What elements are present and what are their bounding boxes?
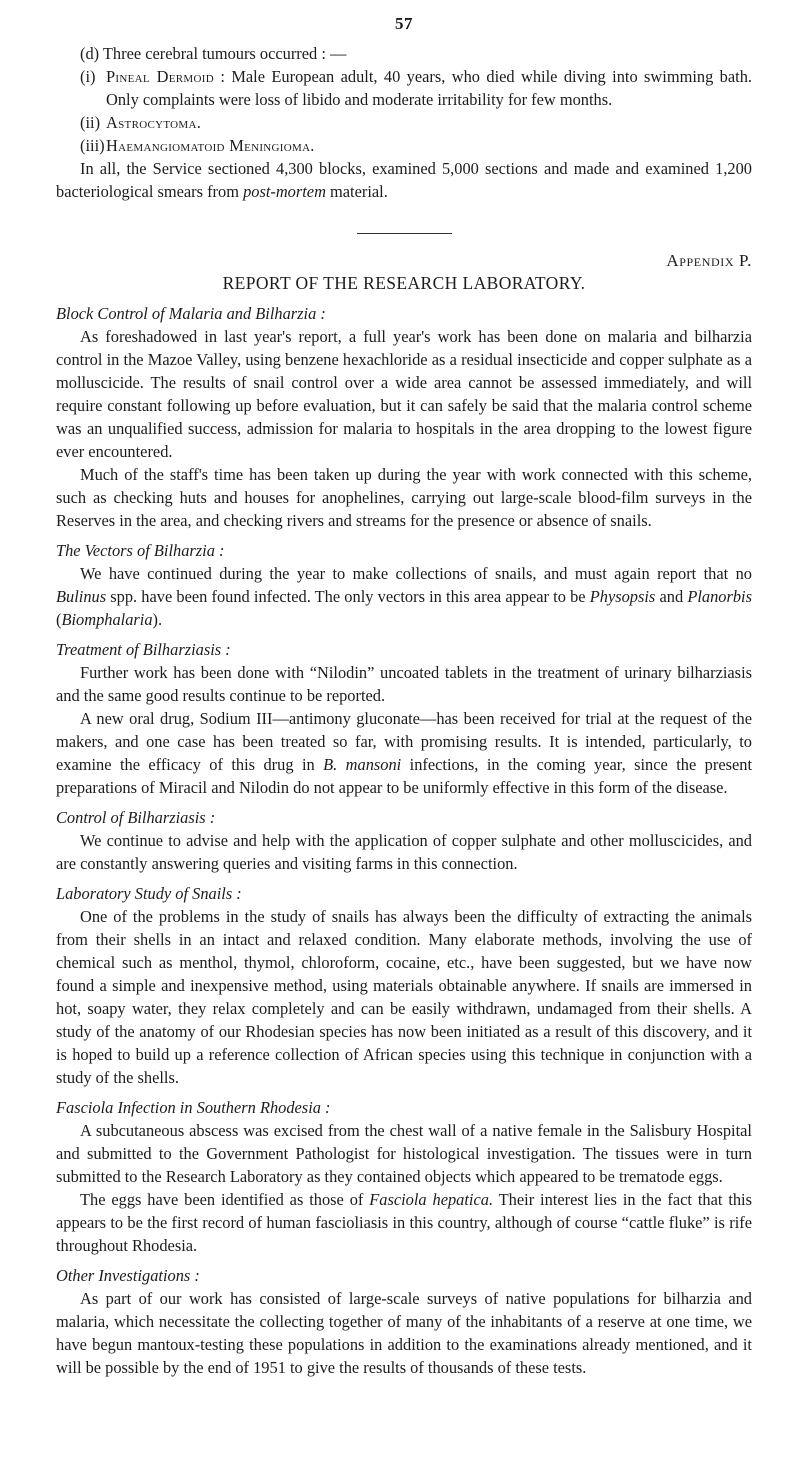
species-b-mansoni: B. mansoni <box>323 755 402 774</box>
vectors-text: ( <box>56 610 62 629</box>
tumour-item-1 <box>56 65 752 111</box>
species-planorbis: Planorbis <box>687 587 752 606</box>
heading-control: Control of Bilharziasis : <box>56 808 216 827</box>
tumour-item-body <box>106 134 752 157</box>
fasciola-paragraph-1: A subcutaneous abscess was excised from the chest wall of a native female in the Salisbury Hospital and submitted to the Government Pathologist for histological investigation. The tissues were in turn submitted to the Research Laboratory as they contained objects which appeared to be trematode eggs. <box>56 1121 752 1186</box>
tumour-item-separator: : <box>213 67 232 86</box>
tumour-item-2 <box>56 111 752 134</box>
summary-text-end: material. <box>325 182 388 201</box>
vectors-paragraph <box>56 562 752 631</box>
heading-fasciola: Fasciola Infection in Southern Rhodesia : <box>56 1098 331 1117</box>
treatment-text: infections, in the coming year, since the present preparations of Miracil and Nilodin do not appear to be uniformly effective in this form of the disease. <box>56 755 752 797</box>
vectors-text: spp. have been found infected. The only vectors in this area appear to be <box>106 587 590 606</box>
page-number: 57 <box>395 14 413 33</box>
service-summary-paragraph <box>56 157 752 203</box>
report-title: REPORT OF THE RESEARCH LABORATORY. <box>222 273 586 293</box>
block-control-paragraph-1: As foreshadowed in last year's report, a full year's work has been done on malaria and bilharzia control in the Mazoe Valley, using benzene hexachloride as a residual insecticide and copper sulphate as a molluscicide. The results of snail control over a wide area cannot be assessed immediately, and will require constant following up before evaluation, but it can safely be said that the malaria control scheme was an unqualified success, admission for malaria to hospitals in the area dropping to the lowest figure ever encountered. <box>56 327 752 461</box>
laboratory-study-paragraph: One of the problems in the study of snails has always been the difficulty of extracting the animals from their shells in an intact and relaxed condition. Many elaborate methods, involving the use of chemical such as menthol, thymol, chloroform, cocaine, etc., have been suggested, but we have now found a simple and inexpensive method, using materials obtainable anywhere. If snails are immersed in hot, soapy water, they relax completely and can be easily withdrawn, undamaged from their shells. A study of the anatomy of our Rhodesian species has now been initiated as a result of this discovery, and it is hoped to build up a reference collection of African species using this technique in conjunction with a study of the shells. <box>56 907 752 1087</box>
tumour-item-title: Astrocytoma. <box>106 113 202 132</box>
tumour-item-body <box>106 111 752 134</box>
fasciola-text: Their interest lies in the fact that this appears to be the first record of human fascioliasis in this country, although of course “cattle fluke” is rife throughout Rhodesia. <box>56 1190 752 1255</box>
tumour-item-title: Haemangiomatoid Meningioma. <box>106 136 315 155</box>
fasciola-text: The eggs have been identified as those of <box>80 1190 370 1209</box>
species-fasciola-hepatica: Fasciola hepatica. <box>369 1190 494 1209</box>
treatment-paragraph-1: Further work has been done with “Nilodin” uncoated tablets in the treatment of urinary bilharziasis and the same good results continue to be reported. <box>56 663 752 705</box>
heading-block-control: Block Control of Malaria and Bilharzia : <box>56 304 326 323</box>
species-physopsis: Physopsis <box>589 587 656 606</box>
vectors-text: ). <box>152 610 163 629</box>
tumour-item-number: (iii) <box>80 136 105 155</box>
summary-emphasis: post-mortem <box>243 182 326 201</box>
tumour-item-body <box>106 65 752 111</box>
appendix-label: Appendix P. <box>666 251 752 270</box>
fasciola-paragraph-2 <box>56 1188 752 1257</box>
species-bulinus: Bulinus <box>56 587 107 606</box>
heading-treatment: Treatment of Bilharziasis : <box>56 640 231 659</box>
summary-text: In all, the Service sectioned 4,300 blocks, examined 5,000 sections and made and examined 1,200 bacteriological smears from <box>56 159 752 201</box>
heading-laboratory-study: Laboratory Study of Snails : <box>56 884 242 903</box>
tumour-item-number: (ii) <box>80 113 101 132</box>
treatment-text: A new oral drug, Sodium III—antimony gluconate—has been received for trial at the request of the makers, and one case has been treated so far, with promising results. It is intended, particularly, to examine the efficacy of this drug in <box>56 709 752 774</box>
vectors-text: We have continued during the year to make collections of snails, and must again report that no <box>80 564 752 583</box>
vectors-text: and <box>655 587 688 606</box>
section-divider <box>357 233 452 234</box>
block-control-paragraph-2: Much of the staff's time has been taken up during the year with work connected with this scheme, such as checking huts and houses for anophelines, carrying out large-scale blood-film surveys in the Reserves in the area, and checking rivers and streams for the presence or absence of snails. <box>56 465 752 530</box>
cerebral-tumours-intro: (d) Three cerebral tumours occurred : — <box>80 44 347 63</box>
tumour-item-text: Male European adult, 40 years, who died while diving into swimming bath. Only complaints were loss of libido and moderate irritability for few months. <box>106 67 752 109</box>
other-investigations-paragraph: As part of our work has consisted of large-scale surveys of native populations for bilharzia and malaria, which necessitate the collecting together of many of the inhabitants of a reserve at one time, we have begun mantoux-testing these populations in addition to the examinations already mentioned, and it will be possible by the end of 1951 to give the results of thousands of these tests. <box>56 1289 752 1377</box>
heading-vectors: The Vectors of Bilharzia : <box>56 541 225 560</box>
tumour-item-number: (i) <box>80 67 96 86</box>
heading-other-investigations: Other Investigations : <box>56 1266 200 1285</box>
species-biomphalaria: Biomphalaria <box>61 610 153 629</box>
tumour-item-3 <box>56 134 752 157</box>
treatment-paragraph-2 <box>56 707 752 799</box>
document-page <box>56 14 752 1379</box>
control-paragraph: We continue to advise and help with the application of copper sulphate and other molluscicides, and are constantly answering queries and visiting farms in this connection. <box>56 831 752 873</box>
tumour-item-title: Pineal Dermoid <box>106 67 214 86</box>
